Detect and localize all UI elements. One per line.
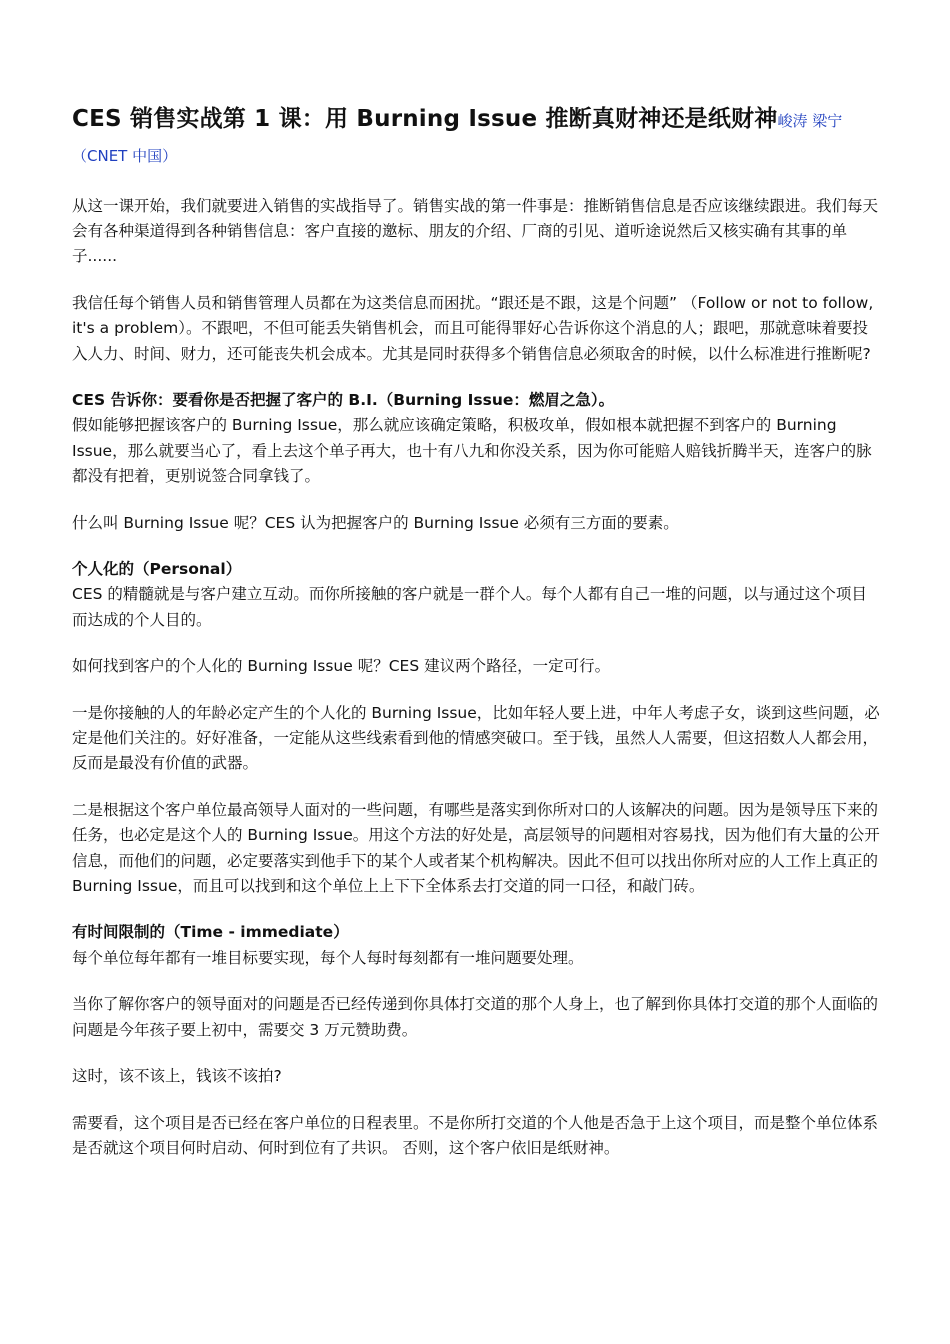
paragraph-path-one: 一是你接触的人的年龄必定产生的个人化的 Burning Issue，比如年轻人要上进，中年人考虑子女，谈到这些问题，必定是他们关注的。好好准备，一定能从这些线索看到他的情感突破口。至于钱，虽然人人需要，但这招数人人都会用，反而是最没有价值的武器。 — [72, 704, 880, 773]
section-heading-time: 有时间限制的（Time - immediate） — [72, 923, 349, 942]
paragraph-definition: 什么叫 Burning Issue 呢？CES 认为把握客户的 Burning Issue 必须有三方面的要素。 — [72, 513, 679, 532]
paragraph-conclusion: 需要看，这个项目是否已经在客户单位的日程表里。不是你所打交道的个人他是否急于上这个项目，而是整个单位体系是否就这个项目何时启动、何时到位有了共识。 否则，这个客户依旧是纸财神。 — [72, 1113, 879, 1158]
section-heading-bi: CES 告诉你：要看你是否把握了客户的 B.I.（Burning Issue：燃眉之急）。 — [72, 391, 615, 410]
section-heading-personal: 个人化的（Personal） — [72, 560, 242, 579]
paragraph-time: 每个单位每年都有一堆目标要实现，每个人每时每刻都有一堆问题要处理。 — [72, 948, 584, 967]
article-title: CES 销售实战第 1 课：用 Burning Issue 推断真财神还是纸财神 — [72, 106, 778, 132]
paragraph-question: 这时，该不该上，钱该不该拍? — [72, 1067, 282, 1086]
paragraph-example: 当你了解你客户的领导面对的问题是否已经传递到你具体打交道的那个人身上，也了解到你具体打交道的那个人面临的问题是今年孩子要上初中，需要交 3 万元赞助费。 — [72, 995, 879, 1039]
paragraph-dilemma: 我信任每个销售人员和销售管理人员都在为这类信息而困扰。“跟还是不跟，这是个问题” （Follow or not to follow, it's a problem）。不跟吧，不但可能丢失销售机会，而且可能得罪好心告诉你这个消息的人；跟吧，那就意味着要投入人力、时间、财力，还可能丧失机会成本。尤其是同时获得多个销售信息必须取舍的时候，以什么标准进行推断呢? — [72, 294, 874, 363]
article-body — [72, 194, 880, 1161]
paragraph-personal: CES 的精髓就是与客户建立互动。而你所接触的客户就是一群个人。每个人都有自己一堆的问题，以与通过这个项目而达成的个人目的。 — [72, 585, 867, 629]
paragraph-bi: 假如能够把握该客户的 Burning Issue，那么就应该确定策略，积极攻单，假如根本就把握不到客户的 Burning Issue，那么就要当心了，看上去这个单子再大，也十有八九和你没关系，因为你可能赔人赔钱折腾半天，连客户的脉都没有把着，更别说签合同拿钱了。 — [72, 416, 872, 485]
document-page — [72, 100, 880, 1161]
paragraph-paths: 如何找到客户的个人化的 Burning Issue 呢？CES 建议两个路径，一定可行。 — [72, 657, 611, 676]
author-link[interactable]: 峻涛 梁宁 — [777, 112, 843, 130]
article-title-line — [72, 100, 880, 140]
source-link[interactable]: （CNET 中国） — [72, 147, 178, 165]
paragraph-path-two: 二是根据这个客户单位最高领导人面对的一些问题，有哪些是落实到你所对口的人该解决的问题。因为是领导压下来的任务，也必定是这个人的 Burning Issue。用这个方法的好处是，高层领导的问题相对容易找，因为他们有大量的公开信息，而他们的问题，必定要落实到他手下的某个人或者某个机构解决。因此不但可以找出你所对应的人工作上真正的 Burning Issue，而且可以找到和这个单位上上下下全体系去打交道的同一口径，和敲门砖。 — [72, 801, 880, 895]
paragraph-intro: 从这一课开始，我们就要进入销售的实战指导了。销售实战的第一件事是：推断销售信息是否应该继续跟进。我们每天会有各种渠道得到各种销售信息：客户直接的邀标、朋友的介绍、厂商的引见、道听途说然后又核实确有其事的单子...... — [72, 197, 879, 266]
